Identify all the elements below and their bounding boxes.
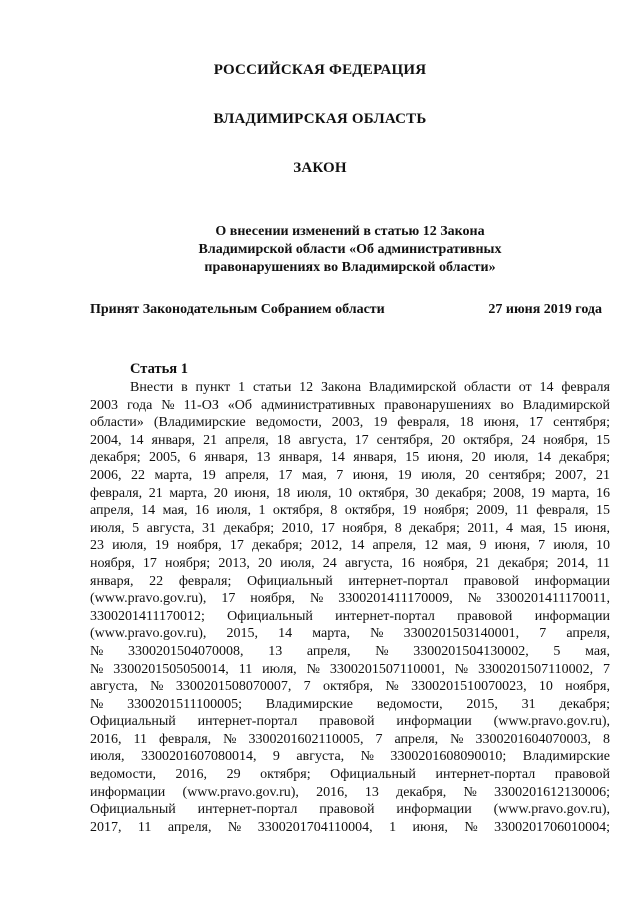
article-heading: Статья 1 [130,361,188,377]
law-title-line: правонарушениях во Владимирской области» [204,260,496,275]
law-title [150,223,550,277]
article-line: (www.pravo.gov.ru), 2015, 14 марта, № 3300201503140001, 7 апреля, [90,626,610,642]
adopted-date: 27 июня 2019 года [488,302,602,317]
article-line: февраля, 21 марта, 20 июня, 18 июля, 10 октября, 30 декабря; 2008, 19 марта, 16 [90,485,610,501]
header-region: ВЛАДИМИРСКАЯ ОБЛАСТЬ [213,111,427,127]
article-line: информации (www.pravo.gov.ru), 2016, 13 декабря, № 3300201612130006; [90,784,610,800]
article-line: 2003 года № 11-ОЗ «Об административных правонарушениях во Владимирской [90,397,610,413]
article-line: ноября, 17 ноября; 2013, 20 июля, 24 августа, 16 ноября, 21 декабря; 2014, 11 [90,555,610,571]
article-line: декабря; 2005, 6 января, 13 января, 14 января, 15 июня, 20 июля, 14 декабря; [90,450,610,466]
article-line: 3300201411170012; Официальный интернет-портал правовой информации [90,608,610,624]
article-line: января, 22 февраля; Официальный интернет-портал правовой информации [90,573,610,589]
article-line: № 3300201504070008, 13 апреля, № 3300201504130002, 5 мая, [90,643,610,659]
article-line: № 3300201505050014, 11 июля, № 3300201507110001, № 3300201507110002, 7 [90,661,610,677]
article-line: июля, 3300201607080014, 9 августа, № 3300201608090010; Владимирские [90,749,610,765]
article-body [90,379,610,836]
adopted-by: Принят Законодательным Собранием области [90,302,385,317]
header-federation: РОССИЙСКАЯ ФЕДЕРАЦИЯ [213,62,427,78]
article-line: августа, № 3300201508070007, 7 октября, № 3300201510070023, 10 ноября, [90,679,610,695]
article-line: апреля, 14 мая, 16 июля, 1 октября, 8 октября, 19 ноября; 2009, 11 февраля, 15 [90,503,610,519]
article-line: Внести в пункт 1 статьи 12 Закона Владимирской области от 14 февраля [130,380,610,395]
article-line: Официальный интернет-портал правовой информации (www.pravo.gov.ru), [90,802,610,818]
article-line: 2016, 11 февраля, № 3300201602110005, 7 апреля, № 3300201604070003, 8 [90,731,610,747]
article-line: ведомости, 2016, 29 октября; Официальный интернет-портал правовой [90,767,610,783]
article-line: 23 июля, 19 ноября, 17 декабря; 2012, 14 апреля, 12 мая, 9 июня, 7 июля, 10 [90,538,610,554]
law-title-line: Владимирской области «Об административных [198,242,502,257]
law-title-line: О внесении изменений в статью 12 Закона [215,224,485,239]
article-line: области» (Владимирские ведомости, 2003, 19 февраля, 18 июня, 17 сентября; [90,415,610,431]
article-line: июля, 5 августа, 31 декабря; 2010, 17 ноября, 8 декабря; 2011, 4 мая, 15 июня, [90,520,610,536]
article-line: № 3300201511100005; Владимирские ведомости, 2015, 31 декабря; [90,696,610,712]
article-line: 2004, 14 января, 21 апреля, 18 августа, 17 сентября, 20 октября, 24 ноября, 15 [90,432,610,448]
header-doc-type: ЗАКОН [293,160,347,176]
article-line: 2017, 11 апреля, № 3300201704110004, 1 июня, № 3300201706010004; [90,819,610,835]
article-line: 2006, 22 марта, 19 апреля, 17 мая, 7 июня, 19 июля, 20 сентября; 2007, 21 [90,467,610,483]
article-line: Официальный интернет-портал правовой информации (www.pravo.gov.ru), [90,714,610,730]
article-line: (www.pravo.gov.ru), 17 ноября, № 3300201411170009, № 3300201411170011, [90,591,610,607]
